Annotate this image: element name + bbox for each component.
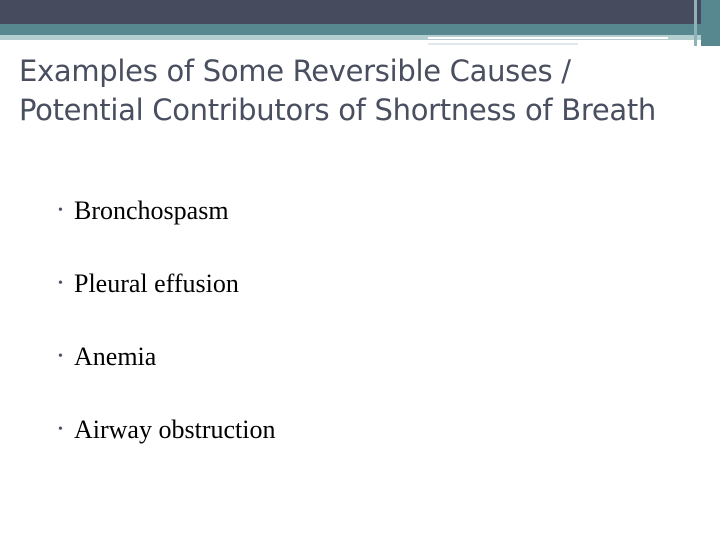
bullet-icon: • xyxy=(58,203,63,218)
header-corner-stripe xyxy=(694,0,697,46)
bullet-text: Anemia xyxy=(74,342,157,371)
header-band-dark xyxy=(0,0,720,24)
bullet-list xyxy=(58,192,275,484)
header-band-teal xyxy=(0,24,720,35)
header-accent-line-short xyxy=(428,43,578,45)
list-item xyxy=(58,265,275,338)
bullet-icon: • xyxy=(58,349,63,364)
header-corner-block xyxy=(701,0,720,46)
header-accent-line xyxy=(428,37,668,39)
bullet-icon: • xyxy=(58,422,63,437)
list-item xyxy=(58,338,275,411)
list-item xyxy=(58,192,275,265)
list-item xyxy=(58,411,275,484)
bullet-text: Airway obstruction xyxy=(74,415,276,444)
bullet-text: Bronchospasm xyxy=(74,196,229,225)
bullet-text: Pleural effusion xyxy=(74,269,239,298)
slide-title: Examples of Some Reversible Causes / Potential Contributors of Shortness of Breath xyxy=(19,54,657,127)
bullet-icon: • xyxy=(58,276,63,291)
